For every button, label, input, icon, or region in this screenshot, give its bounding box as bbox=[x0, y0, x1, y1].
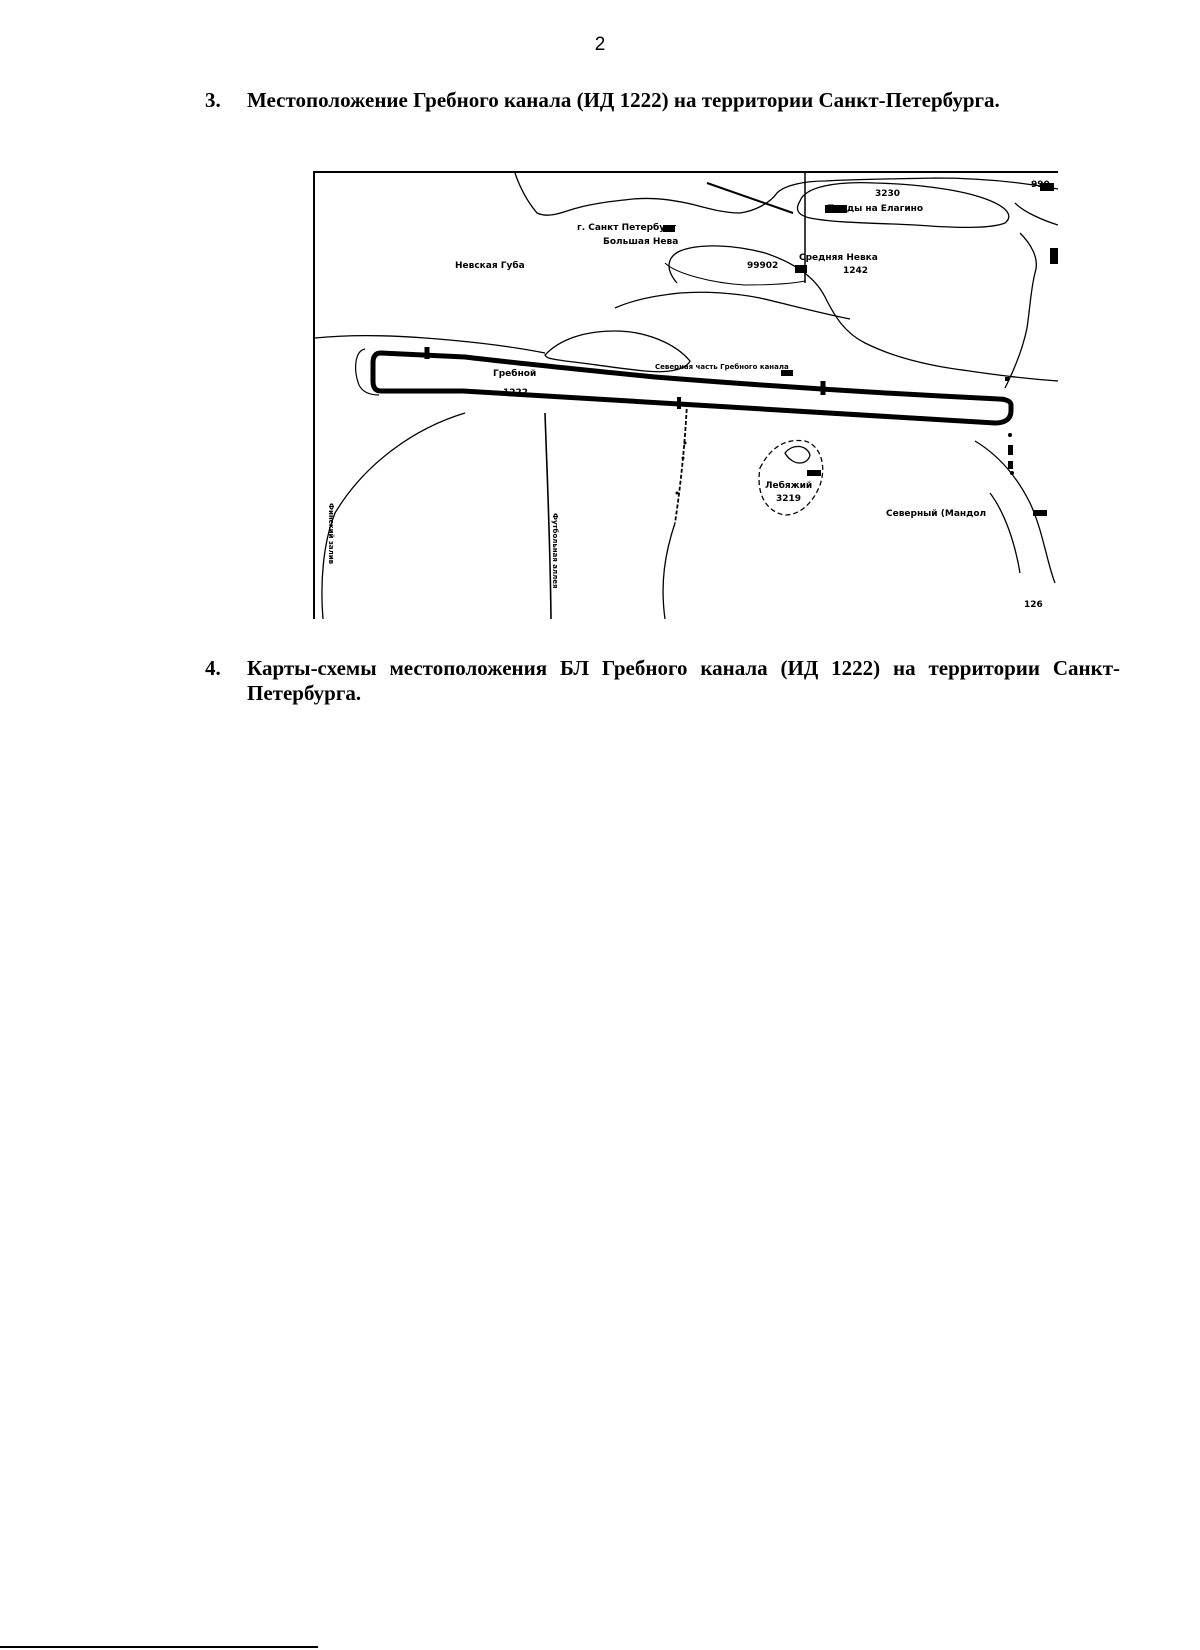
map-drawing bbox=[315, 173, 1058, 619]
map-label-code-3230: 3230 bbox=[875, 189, 901, 199]
page-number: 2 bbox=[594, 34, 606, 55]
rowing-canal-outline bbox=[356, 347, 1011, 423]
section-text: Местоположение Гребного канала (ИД 1222) на территории Санкт-Петербурга. bbox=[247, 88, 1000, 112]
map-label-code-3219: 3219 bbox=[776, 494, 802, 504]
section-text: Карты-схемы местоположения БЛ Гребного канала (ИД 1222) на территории Санкт-Петербурга. bbox=[247, 656, 1120, 705]
map-label-severny: Северный (Мандол bbox=[886, 509, 987, 519]
map-markers bbox=[663, 183, 1058, 516]
canal-location-map bbox=[313, 171, 1058, 619]
section-number: 3. bbox=[205, 88, 221, 112]
map-label-grebnoy: Гребной bbox=[493, 369, 537, 379]
map-label-vertical-mid: Футбольная аллея bbox=[551, 513, 559, 589]
map-label-vertical-left: Финский залив bbox=[327, 503, 335, 565]
map-label-lebyazhiy: Лебяжий bbox=[765, 481, 813, 491]
map-label-small: Северная часть Гребного канала bbox=[655, 363, 789, 371]
map-label-code-990: 990 bbox=[1031, 180, 1050, 190]
map-label-nevskaya-guba: Невская Губа bbox=[455, 261, 525, 271]
section-3 bbox=[205, 88, 1120, 113]
map-label-bolshaya-neva: Большая Нева bbox=[603, 237, 679, 247]
map-label-code-126: 126 bbox=[1024, 600, 1043, 610]
map-label-code-99902: 99902 bbox=[747, 261, 779, 271]
section-number: 4. bbox=[205, 656, 221, 680]
map-label-prudy: Пруды на Елагино bbox=[827, 204, 924, 214]
map-label-code-1222: 1222 bbox=[503, 388, 529, 398]
map-label-srednyaya-neva: Средняя Невка bbox=[799, 253, 878, 263]
footer-rule bbox=[0, 1646, 318, 1648]
map-label-city: г. Санкт Петербург bbox=[577, 223, 677, 233]
section-4 bbox=[205, 656, 1120, 706]
map-label-code-1242: 1242 bbox=[843, 266, 869, 276]
